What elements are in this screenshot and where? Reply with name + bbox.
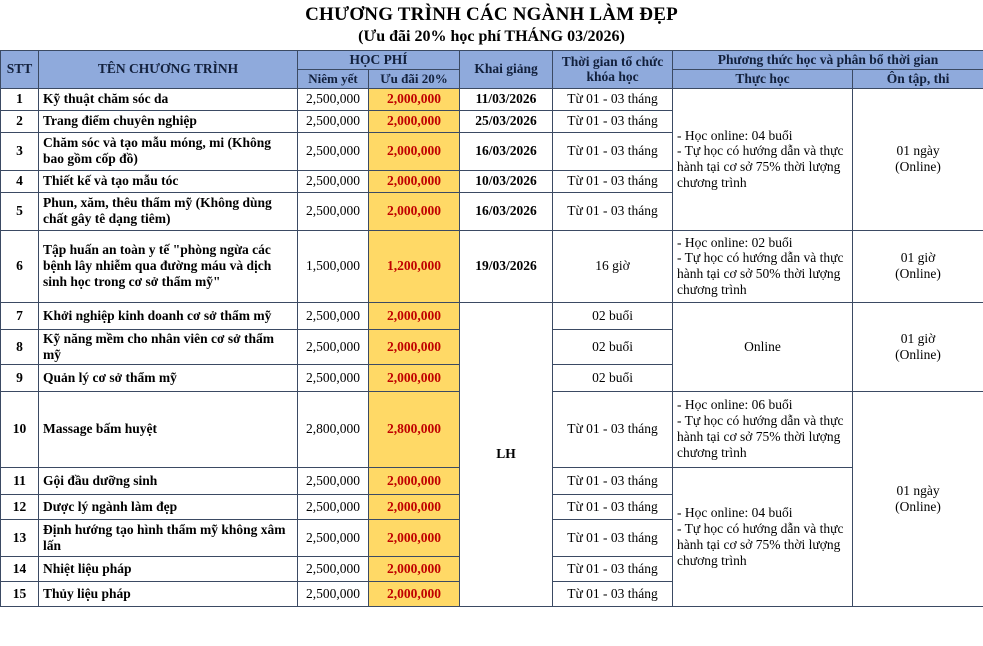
col-header-tuition: HỌC PHÍ — [298, 51, 460, 70]
table-header — [1, 51, 983, 89]
cell-list-price: 2,500,000 — [298, 329, 369, 364]
cell-promo-price: 2,000,000 — [369, 581, 460, 606]
cell-duration: 02 buổi — [553, 364, 673, 391]
cell-program-name: Tập huấn an toàn y tế "phòng ngừa các bệnh lây nhiễm qua đường máu và dịch sinh học trong cơ sở thẩm mỹ" — [39, 230, 298, 302]
cell-list-price: 2,500,000 — [298, 110, 369, 132]
col-header-tuition-list: Niêm yết — [298, 69, 369, 88]
cell-duration: Từ 01 - 03 tháng — [553, 494, 673, 519]
cell-promo-price: 2,000,000 — [369, 110, 460, 132]
cell-exam — [853, 88, 983, 230]
exam-line-1: 01 ngày — [896, 143, 940, 159]
col-header-tuition-promo: Ưu đãi 20% — [369, 69, 460, 88]
cell-list-price: 2,500,000 — [298, 581, 369, 606]
cell-stt: 11 — [1, 467, 39, 494]
cell-stt: 6 — [1, 230, 39, 302]
cell-practice-method — [673, 391, 853, 467]
cell-promo-price: 1,200,000 — [369, 230, 460, 302]
cell-program-name: Quản lý cơ sở thẩm mỹ — [39, 364, 298, 391]
cell-stt: 13 — [1, 519, 39, 556]
practice-line-2: - Tự học có hướng dẫn và thực hành tại cơ sở 50% thời lượng chương trình — [677, 250, 844, 298]
cell-stt: 8 — [1, 329, 39, 364]
page-title: CHƯƠNG TRÌNH CÁC NGÀNH LÀM ĐẸP — [305, 4, 678, 25]
cell-start-date: 11/03/2026 — [460, 88, 553, 110]
practice-line-1: - Học online: 02 buổi — [677, 234, 793, 250]
exam-line-2: (Online) — [895, 159, 941, 175]
cell-stt: 4 — [1, 170, 39, 192]
cell-promo-price: 2,000,000 — [369, 302, 460, 329]
cell-list-price: 2,500,000 — [298, 192, 369, 230]
cell-program-name: Kỹ thuật chăm sóc da — [39, 88, 298, 110]
cell-duration: Từ 01 - 03 tháng — [553, 581, 673, 606]
cell-duration: Từ 01 - 03 tháng — [553, 467, 673, 494]
cell-program-name: Dược lý ngành làm đẹp — [39, 494, 298, 519]
cell-promo-price: 2,000,000 — [369, 467, 460, 494]
cell-stt: 5 — [1, 192, 39, 230]
practice-line-1: - Học online: 04 buổi — [677, 504, 793, 520]
cell-program-name: Thiết kế và tạo mẫu tóc — [39, 170, 298, 192]
cell-stt: 12 — [1, 494, 39, 519]
cell-list-price: 2,500,000 — [298, 556, 369, 581]
col-header-program-name: TÊN CHƯƠNG TRÌNH — [39, 51, 298, 89]
cell-practice-method — [673, 88, 853, 230]
cell-promo-price: 2,000,000 — [369, 170, 460, 192]
cell-promo-price: 2,800,000 — [369, 391, 460, 467]
cell-program-name: Khởi nghiệp kinh doanh cơ sở thẩm mỹ — [39, 302, 298, 329]
cell-promo-price: 2,000,000 — [369, 132, 460, 170]
cell-program-name: Kỹ năng mềm cho nhân viên cơ sở thẩm mỹ — [39, 329, 298, 364]
cell-start-date: 16/03/2026 — [460, 132, 553, 170]
table-row — [1, 230, 983, 302]
cell-promo-price: 2,000,000 — [369, 556, 460, 581]
cell-program-name: Trang điểm chuyên nghiệp — [39, 110, 298, 132]
practice-line-1: Online — [744, 338, 781, 354]
cell-practice-method — [673, 230, 853, 302]
cell-list-price: 2,500,000 — [298, 132, 369, 170]
cell-list-price: 2,800,000 — [298, 391, 369, 467]
practice-line-1: - Học online: 06 buổi — [677, 397, 793, 413]
cell-list-price: 2,500,000 — [298, 302, 369, 329]
col-header-exam: Ôn tập, thi — [853, 69, 983, 88]
table-row — [1, 88, 983, 110]
cell-duration: Từ 01 - 03 tháng — [553, 110, 673, 132]
cell-stt: 7 — [1, 302, 39, 329]
cell-program-name: Phun, xăm, thêu thẩm mỹ (Không dùng chất gây tê dạng tiêm) — [39, 192, 298, 230]
col-header-start-date: Khai giảng — [460, 51, 553, 89]
practice-line-2: - Tự học có hướng dẫn và thực hành tại cơ sở 75% thời lượng chương trình — [677, 143, 844, 191]
col-header-study-method: Phương thức học và phân bổ thời gian — [673, 51, 983, 70]
cell-duration: 16 giờ — [553, 230, 673, 302]
exam-line-2: (Online) — [895, 266, 941, 282]
cell-duration: Từ 01 - 03 tháng — [553, 519, 673, 556]
cell-duration: Từ 01 - 03 tháng — [553, 391, 673, 467]
cell-list-price: 2,500,000 — [298, 519, 369, 556]
cell-exam — [853, 230, 983, 302]
cell-promo-price: 2,000,000 — [369, 519, 460, 556]
cell-program-name: Định hướng tạo hình thẩm mỹ không xâm lấn — [39, 519, 298, 556]
col-header-stt: STT — [1, 51, 39, 89]
page-subtitle: (Ưu đãi 20% học phí THÁNG 03/2026) — [358, 27, 625, 45]
cell-promo-price: 2,000,000 — [369, 88, 460, 110]
cell-list-price: 2,500,000 — [298, 88, 369, 110]
cell-program-name: Nhiệt liệu pháp — [39, 556, 298, 581]
cell-stt: 9 — [1, 364, 39, 391]
cell-duration: Từ 01 - 03 tháng — [553, 192, 673, 230]
page-title-block — [0, 0, 983, 46]
cell-start-date: 25/03/2026 — [460, 110, 553, 132]
cell-start-date: 10/03/2026 — [460, 170, 553, 192]
cell-duration: Từ 01 - 03 tháng — [553, 556, 673, 581]
exam-line-1: 01 giờ — [900, 250, 936, 266]
cell-list-price: 2,500,000 — [298, 494, 369, 519]
cell-duration: 02 buổi — [553, 329, 673, 364]
cell-exam — [853, 302, 983, 391]
exam-line-2: (Online) — [895, 498, 941, 514]
exam-line-1: 01 ngày — [896, 482, 940, 498]
cell-exam — [853, 391, 983, 606]
cell-start-date: 16/03/2026 — [460, 192, 553, 230]
cell-promo-price: 2,000,000 — [369, 329, 460, 364]
cell-duration: Từ 01 - 03 tháng — [553, 170, 673, 192]
cell-stt: 14 — [1, 556, 39, 581]
exam-line-2: (Online) — [895, 346, 941, 362]
cell-promo-price: 2,000,000 — [369, 494, 460, 519]
cell-promo-price: 2,000,000 — [369, 192, 460, 230]
cell-stt: 15 — [1, 581, 39, 606]
cell-duration: Từ 01 - 03 tháng — [553, 88, 673, 110]
col-header-practice: Thực học — [673, 69, 853, 88]
cell-program-name: Thủy liệu pháp — [39, 581, 298, 606]
cell-duration: 02 buổi — [553, 302, 673, 329]
exam-line-1: 01 giờ — [900, 330, 936, 346]
practice-line-2: - Tự học có hướng dẫn và thực hành tại cơ sở 75% thời lượng chương trình — [677, 413, 844, 461]
cell-program-name: Gội đầu dưỡng sinh — [39, 467, 298, 494]
cell-stt: 3 — [1, 132, 39, 170]
practice-line-1: - Học online: 04 buổi — [677, 127, 793, 143]
cell-program-name: Massage bấm huyệt — [39, 391, 298, 467]
header-row-1 — [1, 51, 983, 70]
cell-stt: 1 — [1, 88, 39, 110]
cell-list-price: 2,500,000 — [298, 364, 369, 391]
col-header-course-duration: Thời gian tổ chức khóa học — [553, 51, 673, 89]
cell-list-price: 2,500,000 — [298, 170, 369, 192]
cell-practice-method — [673, 302, 853, 391]
table-body — [1, 88, 983, 606]
table-row — [1, 302, 983, 329]
program-table — [0, 50, 983, 607]
cell-start-date: 19/03/2026 — [460, 230, 553, 302]
cell-duration: Từ 01 - 03 tháng — [553, 132, 673, 170]
cell-stt: 10 — [1, 391, 39, 467]
cell-list-price: 2,500,000 — [298, 467, 369, 494]
cell-stt: 2 — [1, 110, 39, 132]
cell-promo-price: 2,000,000 — [369, 364, 460, 391]
cell-start-date-lh: LH — [460, 302, 553, 606]
cell-program-name: Chăm sóc và tạo mẫu móng, mi (Không bao gồm cốp đồ) — [39, 132, 298, 170]
practice-line-2: - Tự học có hướng dẫn và thực hành tại cơ sở 75% thời lượng chương trình — [677, 520, 844, 568]
cell-practice-method — [673, 467, 853, 606]
cell-list-price: 1,500,000 — [298, 230, 369, 302]
